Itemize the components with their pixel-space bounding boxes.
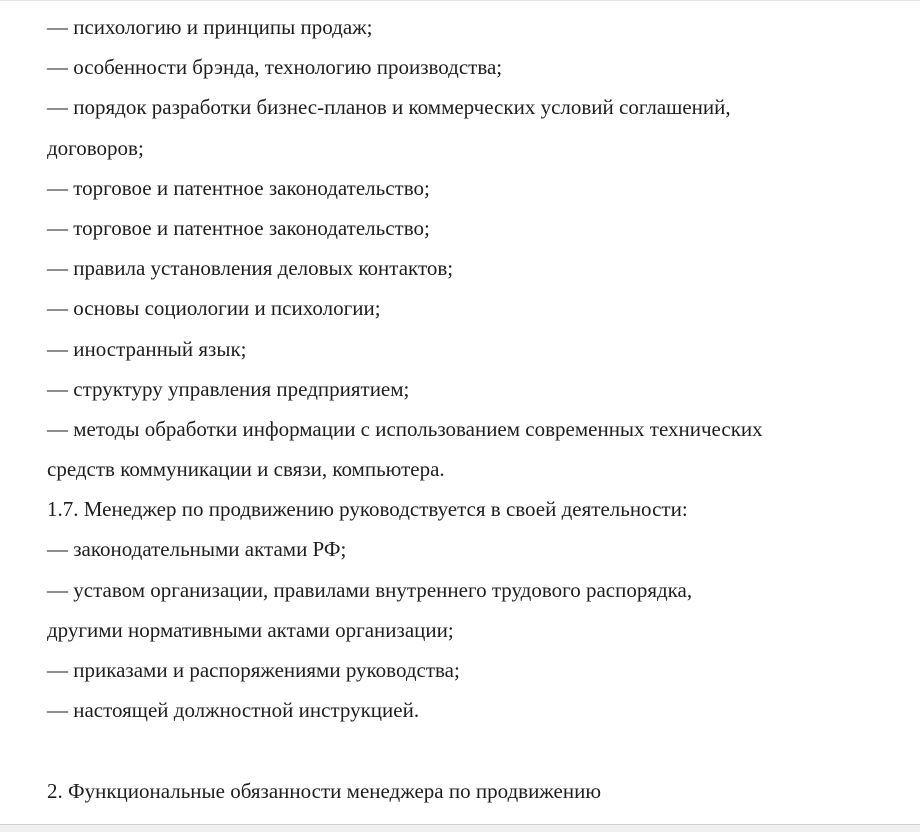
list-item: — методы обработки информации с использованием современных технических [47,416,763,441]
list-item: — особенности брэнда, технологию производства; [47,55,503,80]
paragraph-spacer [47,730,907,770]
section-heading: 2. Функциональные обязанности менеджера по продвижению [47,778,602,803]
list-item: — иностранный язык; [47,336,247,361]
list-item: — порядок разработки бизнес-планов и коммерческих условий соглашений, [47,95,731,120]
document-body [47,7,907,811]
page-bottom-edge [0,824,920,832]
list-item-continuation: средств коммуникации и связи, компьютера. [47,457,445,482]
clause-paragraph: 1.7. Менеджер по продвижению руководствуется в своей деятельности: [47,497,688,522]
list-item: — законодательными актами РФ; [47,537,347,562]
list-item: — уставом организации, правилами внутреннего трудового распорядка, [47,577,693,602]
list-item: — правила установления деловых контактов; [47,256,454,281]
list-item: — основы социологии и психологии; [47,296,381,321]
list-item: — торговое и патентное законодательство; [47,215,430,240]
list-item: — торговое и патентное законодательство; [47,175,430,200]
list-item: — структуру управления предприятием; [47,376,410,401]
list-item: — психологию и принципы продаж; [47,15,373,39]
list-item: — приказами и распоряжениями руководства; [47,658,460,682]
list-item-continuation: другими нормативными актами организации; [47,617,454,642]
list-item-continuation: договоров; [47,135,144,160]
list-item: — настоящей должностной инструкцией. [47,698,420,723]
